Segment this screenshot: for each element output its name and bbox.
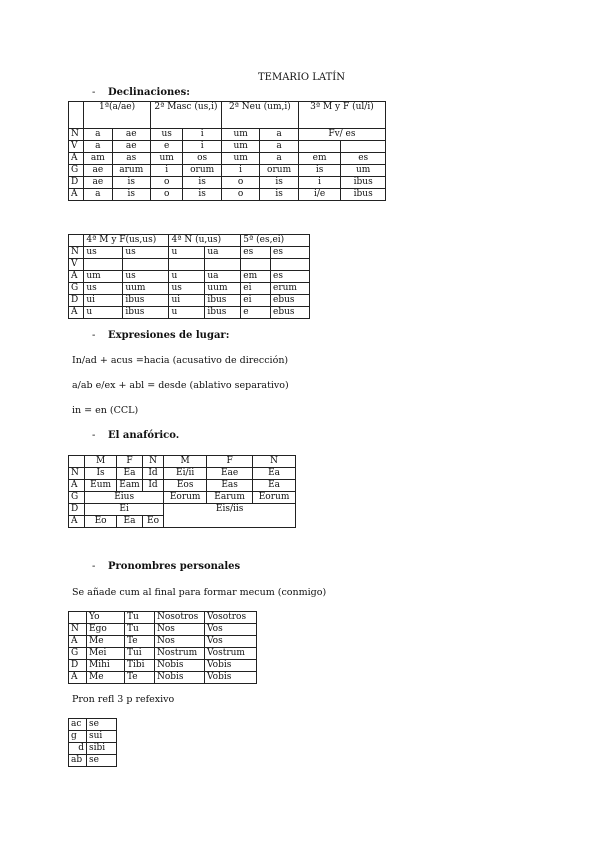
table-cell: erum [271,283,310,295]
table-cell: arum [112,165,150,177]
table-cell: ae [84,165,112,177]
pronouns-table [68,611,257,684]
table-cell: e [151,141,183,153]
case-cell: G [69,648,87,660]
pronombres-note: Se añade cum al final para formar mecum (conmigo) [72,587,327,598]
header-cell: 2ª Neu (um,i) [221,102,298,129]
table-cell: Eum [85,480,117,492]
case-cell: A [69,672,87,684]
table-cell: ibus [341,189,386,201]
table-cell: i [221,165,259,177]
case-cell: N [69,624,87,636]
case-cell: A [69,271,84,283]
table-cell: um [221,153,259,165]
table-cell: Me [87,636,125,648]
table-cell: orum [260,165,298,177]
header-cell: N [253,456,296,468]
case-cell: D [69,177,84,189]
table-row [69,295,310,307]
case-cell: G [69,283,84,295]
case-cell: V [69,259,84,271]
case-cell: A [69,153,84,165]
table-cell: u [169,247,205,259]
table-cell: um [221,141,259,153]
table-cell: Ea [253,468,296,480]
case-cell: g [69,731,87,743]
header-cell: N [142,456,163,468]
table-cell: us [84,283,123,295]
table-cell: em [241,271,271,283]
case-cell: N [69,247,84,259]
table-cell: ua [205,271,241,283]
table-row [69,129,386,141]
table-cell: Te [125,672,155,684]
table-row [69,636,257,648]
table-row [69,141,386,153]
header-cell: M [164,456,207,468]
header-cell: Tu [125,612,155,624]
table-cell: e [241,307,271,319]
table-row [69,153,386,165]
case-cell: A [69,307,84,319]
table-cell: o [151,177,183,189]
header-cell: Nosotros [155,612,205,624]
case-cell: N [69,468,85,480]
table-cell: Vos [205,624,257,636]
header-cell: 3ª M y F (ul/i) [298,102,385,129]
lugar-heading: Expresiones de lugar: [108,330,230,341]
table-cell: is [183,177,221,189]
table-row [69,102,386,129]
table-cell: Nos [155,624,205,636]
header-cell: 5ª (es,ei) [241,235,310,247]
table-cell: uum [123,283,169,295]
table-cell: is [112,189,150,201]
header-cell: F [207,456,253,468]
table-cell: a [260,141,298,153]
table-cell: Eo [142,516,163,528]
table-cell: Mihi [87,660,125,672]
table-cell: Eos [164,480,207,492]
table-row [69,259,310,271]
bullet-declinaciones: - [92,87,96,98]
case-cell: A [69,636,87,648]
table-row [69,660,257,672]
table-row [69,468,296,480]
table-cell: Ei [85,504,164,516]
table-cell: Ea [253,480,296,492]
table-cell: Eorum [164,492,207,504]
reflexive-label: Pron refl 3 p refexivo [72,694,175,705]
table-row [69,235,310,247]
table-cell: Eam [117,480,143,492]
table-row [69,504,296,516]
header-cell: Vosotros [205,612,257,624]
case-cell: D [69,504,85,516]
table-row [69,648,257,660]
table-cell: Nobis [155,672,205,684]
table-cell [69,235,84,247]
table-cell: ui [84,295,123,307]
declension-table-1 [68,101,386,201]
table-cell: sui [87,731,117,743]
table-cell: i [183,129,221,141]
table-cell: a [260,129,298,141]
table-cell: Id [142,480,163,492]
table-cell: um [151,153,183,165]
table-cell: o [151,189,183,201]
table-cell [69,456,85,468]
table-cell: ibus [205,307,241,319]
case-cell: D [69,295,84,307]
table-cell [341,141,386,153]
table-cell: Eae [207,468,253,480]
table-row [69,480,296,492]
table-cell: is [183,189,221,201]
table-cell: Nostrum [155,648,205,660]
header-cell: 1ª(a/ae) [84,102,151,129]
table-cell: ae [84,177,112,189]
case-cell: G [69,165,84,177]
table-cell: Vostrum [205,648,257,660]
table-cell: Id [142,468,163,480]
table-cell: a [84,141,112,153]
bullet-anaforico: - [92,430,96,441]
header-cell: 4ª M y F(us,us) [84,235,169,247]
table-cell: Ea [117,516,143,528]
table-cell: u [169,307,205,319]
table-cell [123,259,169,271]
table-cell: Me [87,672,125,684]
table-cell: Eius [85,492,164,504]
case-cell: A [69,480,85,492]
table-cell [69,102,84,129]
table-cell: ibus [123,307,169,319]
table-cell [84,259,123,271]
table-cell: Vobis [205,672,257,684]
table-cell: se [87,755,117,767]
table-cell: es [271,247,310,259]
table-cell: em [298,153,341,165]
table-cell [241,259,271,271]
table-cell: ei [241,283,271,295]
table-cell: u [84,307,123,319]
table-cell [69,612,87,624]
table-row [69,271,310,283]
table-cell: a [84,129,112,141]
table-cell [271,259,310,271]
table-row [69,719,117,731]
table-cell: ei [241,295,271,307]
table-cell: Eas [207,480,253,492]
header-cell: Yo [87,612,125,624]
table-cell: is [112,177,150,189]
table-cell: Fv/ es [298,129,385,141]
case-cell: d [69,743,87,755]
table-row [69,307,310,319]
case-cell: D [69,660,87,672]
table-row [69,755,117,767]
case-cell: N [69,129,84,141]
table-row [69,731,117,743]
table-cell: ebus [271,295,310,307]
table-cell: Ea [117,468,143,480]
table-cell: es [271,271,310,283]
table-cell: ae [112,129,150,141]
table-row [69,177,386,189]
table-cell: Is [85,468,117,480]
table-cell: is [260,189,298,201]
table-cell: Te [125,636,155,648]
table-cell: ibus [341,177,386,189]
table-cell [298,141,341,153]
table-row [69,492,296,504]
case-cell: ac [69,719,87,731]
table-cell [205,259,241,271]
table-cell: ua [205,247,241,259]
table-cell: Nobis [155,660,205,672]
declinaciones-heading: Declinaciones: [108,87,190,98]
table-cell: se [87,719,117,731]
lugar-line-3: in = en (CCL) [72,405,139,416]
table-row [69,612,257,624]
table-cell: us [84,247,123,259]
table-cell: es [341,153,386,165]
table-cell: us [151,129,183,141]
anaforico-heading: El anafórico. [108,430,180,441]
declension-table-2 [68,234,310,319]
table-cell: o [221,189,259,201]
table-cell: a [260,153,298,165]
table-cell: es [241,247,271,259]
case-cell: A [69,516,85,528]
table-cell: i [151,165,183,177]
table-cell: a [84,189,112,201]
table-cell: sibi [87,743,117,755]
table-cell: is [260,177,298,189]
table-cell: Tu [125,624,155,636]
pronombres-heading: Pronombres personales [108,561,241,572]
table-cell: ebus [271,307,310,319]
table-cell: us [123,247,169,259]
table-cell: ibus [123,295,169,307]
table-cell: Vos [205,636,257,648]
table-cell: um [341,165,386,177]
table-cell: Ei/ii [164,468,207,480]
table-cell: Eorum [253,492,296,504]
lugar-line-2: a/ab e/ex + abl = desde (ablativo separativo) [72,380,289,391]
table-row [69,283,310,295]
table-cell: Tibi [125,660,155,672]
table-cell: Ego [87,624,125,636]
table-cell: um [84,271,123,283]
header-cell: M [85,456,117,468]
table-cell: um [221,129,259,141]
table-cell: u [169,271,205,283]
table-cell: i/e [298,189,341,201]
table-cell: is [298,165,341,177]
header-cell: F [117,456,143,468]
table-cell: o [221,177,259,189]
table-cell: i [183,141,221,153]
reflexive-table [68,718,117,767]
table-cell: Tui [125,648,155,660]
table-cell: orum [183,165,221,177]
table-cell: ae [112,141,150,153]
document-title: TEMARIO LATÍN [258,72,345,83]
bullet-lugar: - [92,330,96,341]
table-row [69,624,257,636]
table-cell: Vobis [205,660,257,672]
table-cell: Eo [85,516,117,528]
table-cell: os [183,153,221,165]
lugar-line-1: In/ad + acus =hacia (acusativo de dirección) [72,355,289,366]
header-cell: 4ª N (u,us) [169,235,241,247]
table-cell: Earum [207,492,253,504]
header-cell: 2ª Masc (us,i) [151,102,222,129]
table-cell: us [123,271,169,283]
table-row [69,456,296,468]
table-cell: uum [205,283,241,295]
table-cell: i [298,177,341,189]
table-cell: us [169,283,205,295]
table-row [69,247,310,259]
table-row [69,672,257,684]
table-cell: ibus [205,295,241,307]
table-cell [169,259,205,271]
table-row [69,165,386,177]
table-cell: as [112,153,150,165]
table-cell: Mei [87,648,125,660]
case-cell: A [69,189,84,201]
table-cell: ui [169,295,205,307]
bullet-pronombres: - [92,561,96,572]
table-row [69,189,386,201]
case-cell: G [69,492,85,504]
table-row [69,743,117,755]
case-cell: V [69,141,84,153]
table-cell: Eis/iis [164,504,296,528]
table-cell: am [84,153,112,165]
anaphoric-table [68,455,296,528]
case-cell: ab [69,755,87,767]
table-cell: Nos [155,636,205,648]
